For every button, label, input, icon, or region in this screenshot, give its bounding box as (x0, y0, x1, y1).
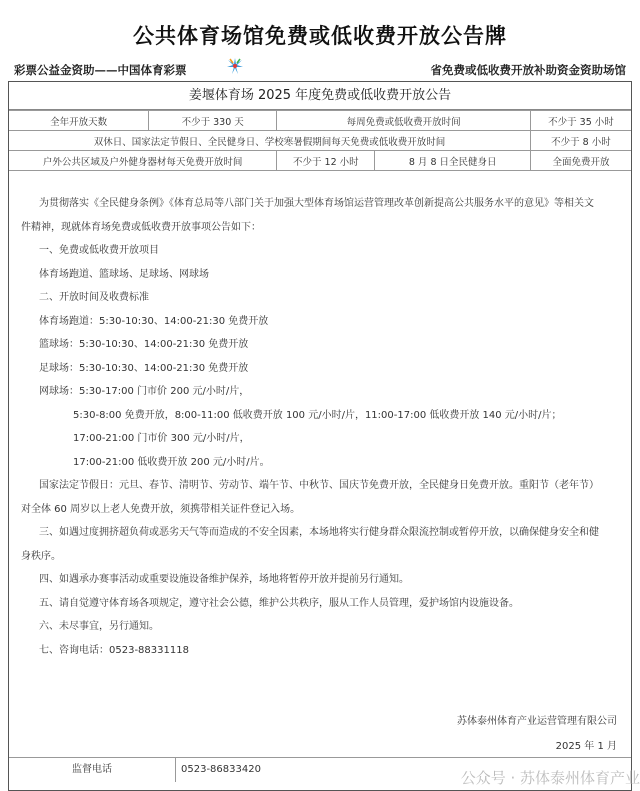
notice-body (21, 192, 623, 662)
table-row (9, 151, 631, 171)
holiday-text: 国家法定节假日：元旦、春节、清明节、劳动节、端午节、中秋节、国庆节免费开放，全民健身日免费开放。重阳节（老年节） (39, 480, 599, 491)
table-cell: 双休日、国家法定节假日、全民健身日、学校寒暑假期间每天免费或低收费开放时间 (9, 131, 530, 151)
schedule-basketball: 篮球场：5:30-10:30、14:00-21:30 免费开放 (39, 339, 249, 350)
holiday-text: 对全体 60 周岁以上老人免费开放，须携带相关证件登记入场。 (21, 503, 301, 515)
notice-board (8, 81, 632, 791)
table-cell: 8 月 8 日全民健身日 (375, 151, 530, 171)
supervision-label: 监督电话 (9, 758, 176, 782)
table-cell: 每周免费或低收费开放时间 (277, 111, 531, 131)
table-cell: 全面免费开放 (530, 151, 631, 171)
table-cell: 户外公共区域及户外健身器材每天免费开放时间 (9, 151, 277, 171)
sponsor-right-text: 省免费或低收费开放补助资金资助场馆 (430, 63, 626, 77)
section-title: 一、免费或低收费开放项目 (39, 245, 159, 256)
sponsor-row (14, 56, 626, 80)
info-table (9, 110, 631, 171)
table-row (9, 111, 631, 131)
section-content: 体育场跑道、篮球场、足球场、网球场 (39, 268, 209, 280)
table-row (9, 131, 631, 151)
sponsor-left-text: 彩票公益金资助——中国体育彩票 (14, 63, 187, 77)
schedule-tennis: 17:00-21:00 低收费开放 200 元/小时/片。 (73, 456, 270, 468)
section-7: 七、咨询电话：0523-88331118 (39, 644, 189, 656)
page-title: 公共体育场馆免费或低收费开放公告牌 (133, 23, 507, 48)
table-cell: 不少于 35 小时 (530, 111, 631, 131)
schedule-track: 体育场跑道：5:30-10:30、14:00-21:30 免费开放 (39, 315, 269, 327)
section-4: 四、如遇承办赛事活动或重要设施设备维护保养，场地将暂停开放并提前另行通知。 (39, 574, 409, 585)
table-cell: 不少于 330 天 (149, 111, 277, 131)
supervision-phone: 0523-86833420 (181, 764, 261, 775)
schedule-tennis: 17:00-21:00 门市价 300 元/小时/片， (73, 433, 250, 444)
watermark: 公众号 · 苏体泰州体育产业 (460, 769, 640, 787)
intro-line: 为贯彻落实《全民健身条例》《体育总局等八部门关于加强大型体育场馆运营管理改革创新提高公共服务水平的意见》等相关文 (39, 198, 594, 209)
table-cell: 不少于 12 小时 (277, 151, 375, 171)
signature-org: 苏体泰州体育产业运营管理有限公司 (457, 716, 617, 727)
table-cell: 不少于 8 小时 (530, 131, 631, 151)
section-title: 二、开放时间及收费标准 (39, 292, 149, 303)
notice-title: 姜堰体育场 2025 年度免费或低收费开放公告 (9, 82, 631, 110)
intro-line: 件精神，现就体育场免费或低收费开放事项公告如下： (21, 221, 261, 233)
section-6: 六、未尽事宜，另行通知。 (39, 621, 159, 632)
schedule-tennis: 5:30-8:00 免费开放，8:00-11:00 低收费开放 100 元/小时/片，11:00-17:00 低收费开放 140 元/小时/片； (73, 409, 562, 421)
schedule-football: 足球场：5:30-10:30、14:00-21:30 免费开放 (39, 362, 249, 374)
section-3: 身秩序。 (21, 550, 61, 562)
table-cell: 全年开放天数 (9, 111, 149, 131)
section-3: 三、如遇过度拥挤超负荷或恶劣天气等而造成的不安全因素，本场地将实行健身群众限流控制或暂停开放，以确保健身安全和健 (39, 527, 599, 538)
schedule-tennis: 网球场：5:30-17:00 门市价 200 元/小时/片， (39, 386, 250, 397)
signature-date: 2025 年 1 月 (555, 741, 617, 752)
sports-lottery-logo-icon (226, 56, 244, 76)
section-5: 五、请自觉遵守体育场各项规定，遵守社会公德，维护公共秩序，服从工作人员管理，爱护场馆内设施设备。 (39, 597, 519, 609)
